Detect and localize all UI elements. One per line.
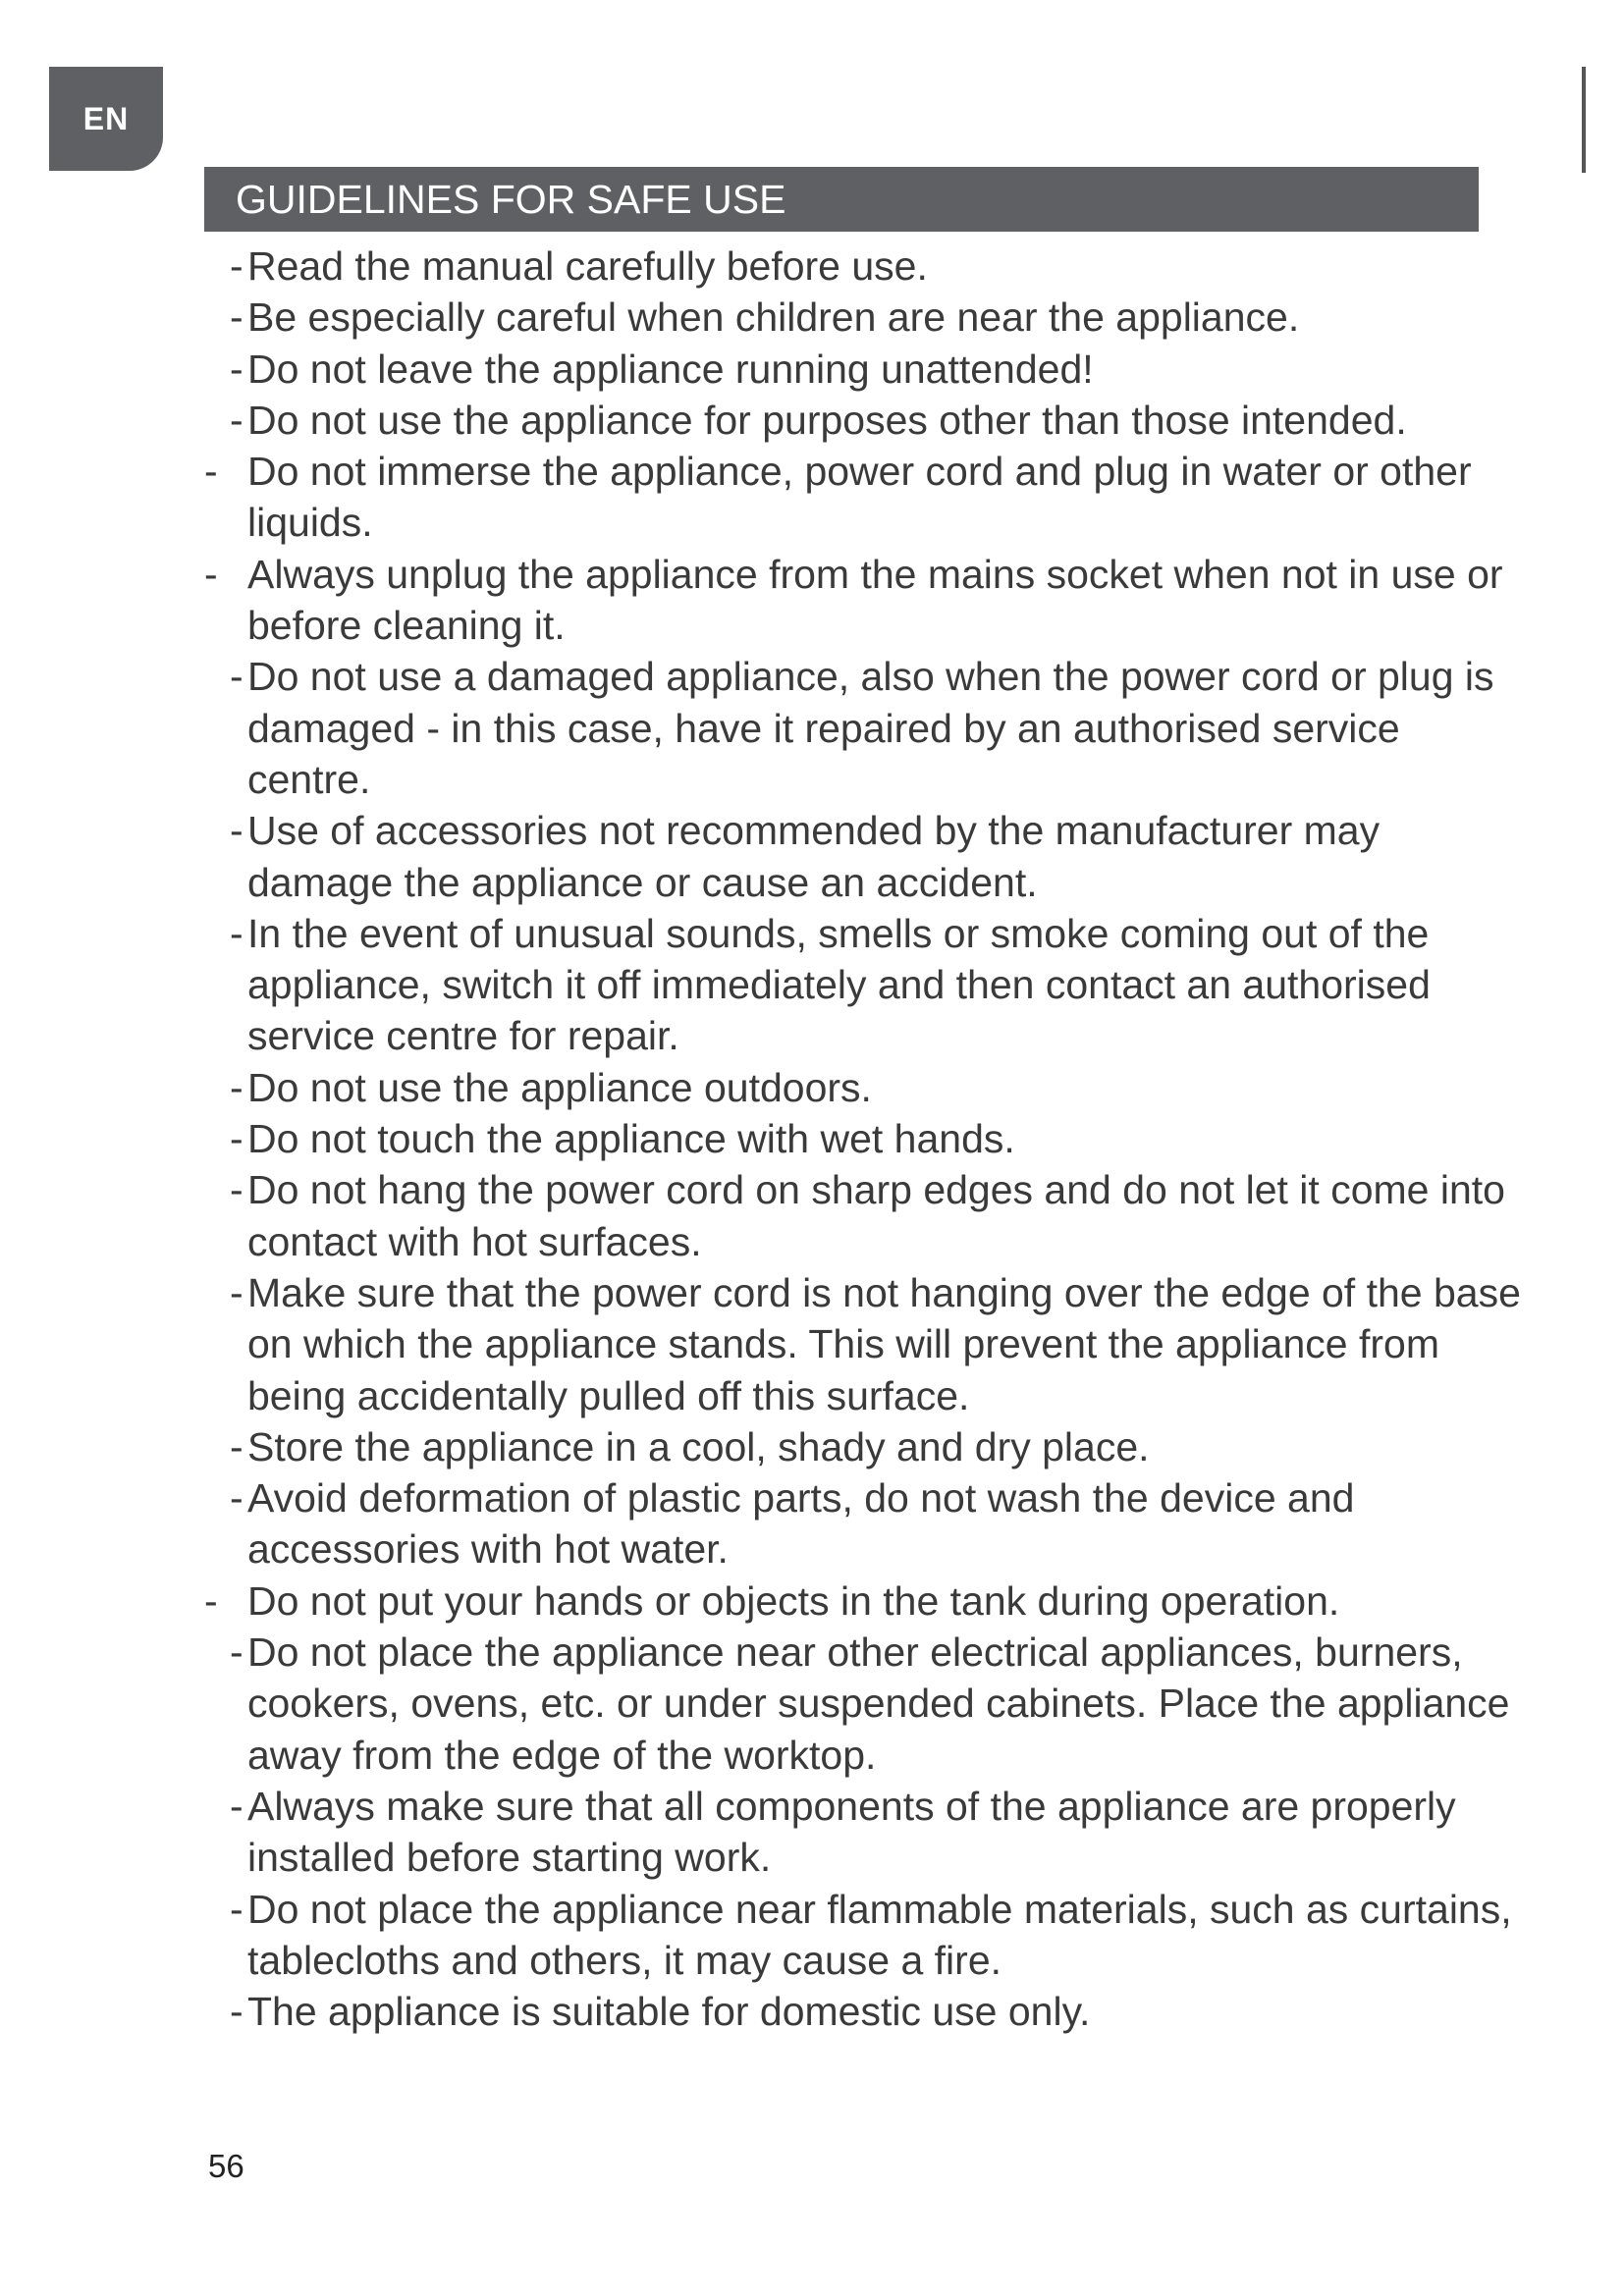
language-tab [49,67,163,171]
page-edge-rule [1582,67,1586,173]
guideline-item [196,240,1532,292]
guideline-text: Do not hang the power cord on sharp edges and do not let it come into contact with hot surfaces. [247,1167,1505,1264]
guideline-item [196,908,1532,1062]
bullet-dash: - [230,1989,244,2035]
bullet-dash: - [230,1475,244,1522]
guideline-item [196,292,1532,343]
guideline-item [196,1472,1532,1575]
guideline-text: Do not use a damaged appliance, also when the power cord or plug is damaged - in this case, have it repaired by an authorised service centre. [247,654,1494,802]
bullet-dash: - [230,243,244,289]
bullet-dash: - [230,1064,244,1110]
guideline-item [196,344,1532,395]
section-header [204,167,1479,232]
guideline-item [196,1575,1532,1627]
guideline-text: Do not place the appliance near other electrical appliances, burners, cookers, ovens, etc. or under suspended cabinets. Place the appliance away from the edge of the worktop. [247,1629,1510,1778]
bullet-dash: - [230,910,244,956]
guideline-text: Always unplug the appliance from the mains socket when not in use or before cleaning it. [247,551,1503,649]
guideline-text: Do not leave the appliance running unattended! [247,346,1094,392]
bullet-dash: - [204,551,218,597]
guideline-item [196,1627,1532,1781]
bullet-dash: - [230,808,244,854]
guideline-text: The appliance is suitable for domestic use only. [247,1989,1091,2035]
guideline-text: Do not use the appliance outdoors. [247,1064,872,1110]
guideline-item [196,1113,1532,1164]
guideline-text: Do not use the appliance for purposes other than those intended. [247,397,1407,443]
guideline-text: Avoid deformation of plastic parts, do not wash the device and accessories with hot water. [247,1475,1355,1573]
guideline-text: Do not immerse the appliance, power cord and plug in water or other liquids. [247,449,1472,546]
guideline-item [196,549,1532,652]
language-tab-label: EN [82,100,130,136]
guideline-item [196,1421,1532,1472]
bullet-dash: - [230,294,244,341]
bullet-dash: - [230,346,244,392]
guideline-item [196,1267,1532,1421]
bullet-dash: - [230,654,244,700]
guideline-text: Do not touch the appliance with wet hands. [247,1116,1015,1162]
guideline-text: Read the manual carefully before use. [247,243,928,289]
guideline-item [196,1164,1532,1267]
guideline-text: Use of accessories not recommended by the manufacturer may damage the appliance or cause an accident. [247,808,1380,905]
bullet-dash: - [204,1577,218,1624]
guideline-item [196,446,1532,549]
bullet-dash: - [230,397,244,443]
guideline-item [196,1062,1532,1113]
guideline-text: Store the appliance in a cool, shady and dry place. [247,1423,1150,1469]
bullet-dash: - [230,1886,244,1932]
guideline-item [196,1986,1532,2037]
guideline-text: Make sure that the power cord is not hanging over the edge of the base on which the appliance stands. This will prevent the appliance from being accidentally pulled off this surface. [247,1269,1521,1418]
page-number: 56 [208,2148,244,2184]
guideline-text: Always make sure that all components of the appliance are properly installed before starting work. [247,1783,1456,1881]
bullet-dash: - [230,1783,244,1829]
bullet-dash: - [230,1629,244,1676]
guideline-text: In the event of unusual sounds, smells or smoke coming out of the appliance, switch it off immediately and then contact an authorised service centre for repair. [247,910,1431,1059]
bullet-dash: - [230,1167,244,1213]
bullet-dash: - [230,1269,244,1315]
guideline-item [196,1781,1532,1884]
guideline-text: Be especially careful when children are near the appliance. [247,294,1300,341]
guidelines-list [196,240,1532,2037]
bullet-dash: - [230,1116,244,1162]
section-title: GUIDELINES FOR SAFE USE [236,176,786,222]
guideline-item [196,651,1532,805]
guideline-item [196,395,1532,446]
guideline-text: Do not place the appliance near flammable materials, such as curtains, tablecloths and others, it may cause a fire. [247,1886,1512,1983]
guideline-item [196,1884,1532,1987]
guideline-text: Do not put your hands or objects in the tank during operation. [247,1577,1340,1624]
bullet-dash: - [230,1423,244,1469]
guideline-item [196,805,1532,908]
bullet-dash: - [204,449,218,495]
